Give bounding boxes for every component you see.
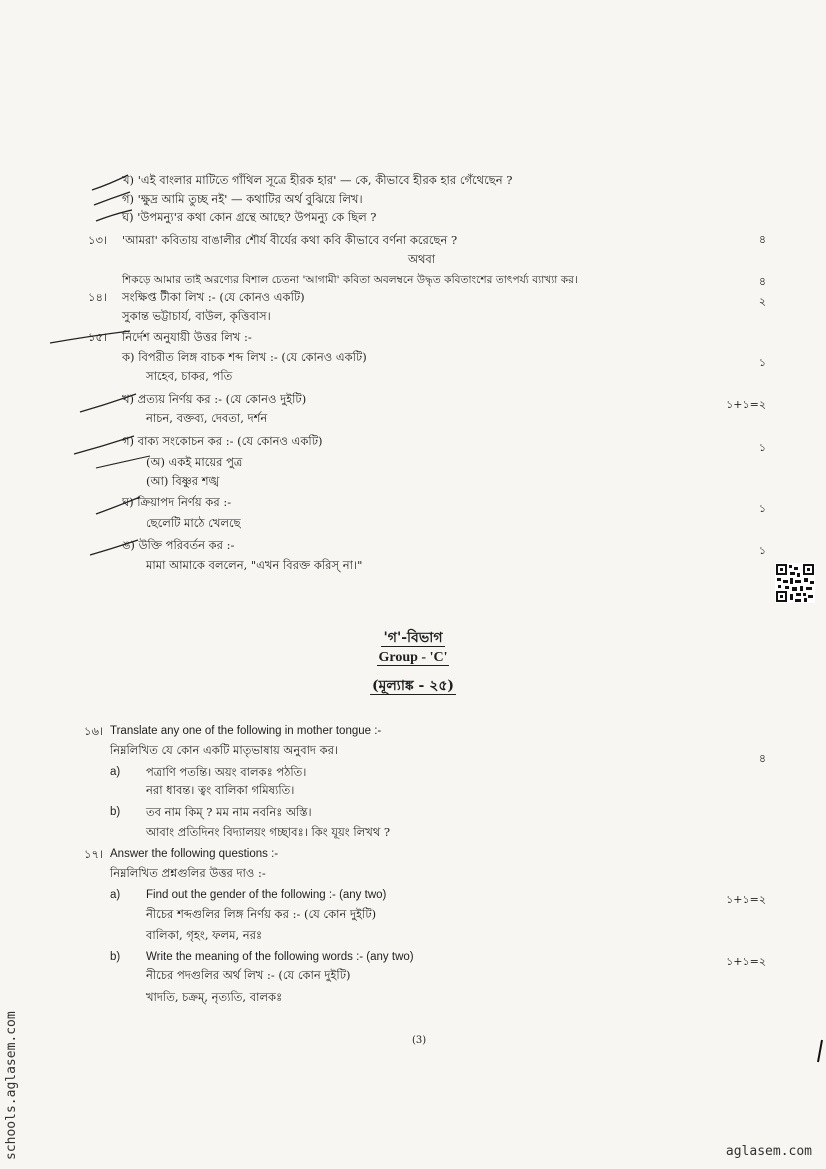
- question-12-ga: গ) 'ক্ষুদ্র আমি তুচ্ছ নই' — কথাটির অর্থ বুঝিয়ে লিখ।: [122, 192, 363, 206]
- question-17-a-en: Find out the gender of the following :- (any two): [146, 889, 387, 901]
- question-15-number: ১৫।: [88, 330, 108, 344]
- side-watermark: schools.aglasem.com: [4, 1011, 19, 1160]
- question-17-b-bn: নীচের পদগুলির অর্থ লিখ :- (যে কোন দুইটি): [146, 968, 351, 982]
- question-16-mark: ৪: [758, 752, 766, 765]
- question-16-a-line2: নরা ধাবন্ত। ত্বং বালিকা গমিষ্যতি।: [146, 783, 295, 797]
- question-15-ga-mark: ১: [758, 441, 766, 454]
- question-14-number: ১৪।: [88, 290, 108, 304]
- question-15-ga: গ) বাক্য সংকোচন কর :- (যে কোনও একটি): [122, 434, 323, 448]
- question-17-b-label: b): [110, 951, 121, 963]
- question-17-number: ১৭।: [84, 847, 104, 861]
- question-16-b-line2: আবাং প্রতিদিনং বিদ্যালয়ং গচ্ছাবঃ। কিং যূয়ং লিখথ ?: [146, 825, 391, 839]
- question-17-a-items: বালিকা, গৃহং, ফলম, নরঃ: [146, 928, 263, 942]
- question-17-a-label: a): [110, 889, 121, 901]
- question-17-a-bn: নীচের শব্দগুলির লিঙ্গ নির্ণয় কর :- (যে কোন দুইটি): [146, 907, 377, 921]
- question-15-ka-items: সাহেব, চাকর, পতি: [146, 369, 233, 383]
- question-16-b-line1: তব নাম কিম্ ? মম নাম নবনিঃ অস্তি।: [146, 805, 312, 819]
- question-13-alternative-mark: ৪: [758, 275, 766, 288]
- question-15-gha-mark: ১: [758, 502, 766, 515]
- qr-code-icon: [775, 563, 815, 603]
- question-15-uma-item: মামা আমাকে বললেন, "এখন বিরক্ত করিস্ না।": [146, 558, 363, 572]
- question-17-text-bn: নিম্নলিখিত প্রশ্নগুলির উত্তর দাও :-: [110, 866, 266, 880]
- question-17-text: Answer the following questions :-: [110, 848, 279, 860]
- question-12-gha: ঘ) 'উপমন্যু'র কথা কোন গ্রন্থে আছে? উপমন্যু কে ছিল ?: [122, 210, 377, 224]
- question-15-ga-option-aa: (আ) বিষ্ণুর শঙ্খ: [146, 474, 220, 488]
- question-17-b-en: Write the meaning of the following words :- (any two): [146, 951, 414, 963]
- question-16-a-line1: পত্রাণি পতন্তি। অয়ং বালকঃ পঠতি।: [146, 765, 307, 779]
- section-c-marks-total-text: (মূল্যাঙ্ক - ২৫): [371, 678, 455, 694]
- question-15-ka: ক) বিপরীত লিঙ্গ বাচক শব্দ লিখ :- (যে কোনও একটি): [122, 350, 367, 364]
- question-15-gha-item: ছেলেটি মাঠে খেলছে: [146, 516, 241, 530]
- question-16-b-label: b): [110, 806, 121, 818]
- question-17-b-mark: ১+১=২: [726, 955, 766, 968]
- question-13-number: ১৩।: [88, 233, 108, 247]
- question-16-a-label: a): [110, 766, 121, 778]
- section-c-heading-bn-text: 'গ'-বিভাগ: [383, 630, 443, 646]
- question-13-text: 'আমরা' কবিতায় বাঙালীর শৌর্য বীর্যের কথা কবি কীভাবে বর্ণনা করেছেন ?: [122, 233, 458, 247]
- question-16-text-bn: নিম্নলিখিত যে কোন একটি মাতৃভাষায় অনুবাদ কর।: [110, 743, 339, 757]
- question-15-uma: ঙ) উক্তি পরিবর্তন কর :-: [122, 538, 235, 552]
- or-label: অথবা: [408, 252, 436, 266]
- question-14-text: সংক্ষিপ্ত টীকা লিখ :- (যে কোনও একটি): [122, 290, 305, 304]
- question-17-a-mark: ১+১=২: [726, 893, 766, 906]
- page-number: (3): [412, 1035, 427, 1046]
- question-14-mark: ২: [758, 295, 766, 308]
- section-c-heading-en: [0, 650, 826, 666]
- question-16-number: ১৬।: [84, 724, 104, 738]
- question-15-ka-mark: ১: [758, 356, 766, 369]
- question-15-kha: খ) প্রত্যয় নির্ণয় কর :- (যে কোনও দুইটি): [122, 392, 307, 406]
- question-17-b-items: খাদতি, চক্রম্, নৃত্যতি, বালকঃ: [146, 990, 283, 1004]
- question-15-kha-mark: ১+১=২: [726, 398, 766, 411]
- question-12-kha: খ) 'এই বাংলার মাটিতে গাঁথিল সূত্রে হীরক হার' — কে, কীভাবে হীরক হার গেঁথেছেন ?: [122, 173, 513, 187]
- question-16-text: Translate any one of the following in mother tongue :-: [110, 725, 382, 737]
- footer-watermark: aglasem.com: [725, 1144, 812, 1159]
- question-15-kha-items: নাচন, বক্তব্য, দেবতা, দর্শন: [146, 411, 268, 425]
- question-15-gha: ঘ) ক্রিয়াপদ নির্ণয় কর :-: [122, 495, 232, 509]
- question-15-uma-mark: ১: [758, 544, 766, 557]
- section-c-heading-bn: [0, 626, 826, 650]
- question-14-items: সুকান্ত ভট্টাচার্য, বাউল, কৃত্তিবাস।: [122, 309, 271, 323]
- question-15-text: নির্দেশ অনুযায়ী উত্তর লিখ :-: [122, 330, 252, 344]
- question-13-alternative: শিকড়ে আমার তাই অরণ্যের বিশাল চেতনা 'আগামী' কবিতা অবলম্বনে উদ্ধৃত কবিতাংশের তাৎপর্য্য ব্যাখ্যা কর।: [122, 274, 578, 286]
- section-c-heading-en-text: Group - 'C': [378, 650, 448, 665]
- section-c-marks-total: [0, 674, 826, 698]
- question-13-mark: ৪: [758, 233, 766, 246]
- question-15-ga-option-a: (অ) একই মায়ের পুত্র: [146, 455, 243, 469]
